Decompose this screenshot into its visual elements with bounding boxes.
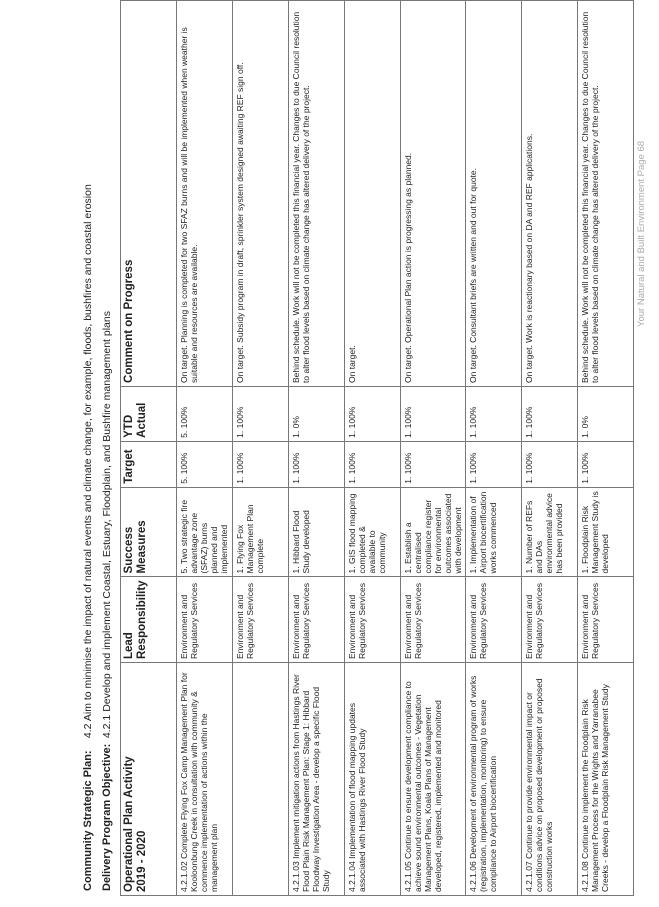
cell-activity: 4.2.1.06 Development of environmental program of works (registration, implementation, monitoring) to ensure compliance to Airport biocertification [466, 663, 522, 896]
cell-activity: 4.2.1.08 Continue to implement the Floodplain Risk Management Process for the Wrights and Yarranabee Creeks - develop a Floodplain Risk Management Study [578, 663, 634, 896]
table-row [522, 1, 578, 896]
cell-activity: 4.2.1.05 Continue to ensure development compliance to achieve sound environmental outcomes - Vegetation Management Plans, Koala Plans of Management developed, registered, implemented and monitored [401, 663, 466, 896]
table-row [401, 1, 466, 896]
cell-ytd: 5. 100% [177, 386, 233, 441]
objective-line [101, 311, 113, 891]
col-header-comment: Comment on Progress [121, 1, 177, 387]
table-row [345, 1, 401, 896]
objective-value: 4.2.1 Develop and implement Coastal, Estuary, Floodplain, and Bushfire management plans [101, 311, 113, 739]
table-row [233, 1, 289, 896]
cell-target: 1. 100% [289, 441, 345, 487]
col-header-target: Target [121, 441, 177, 487]
cell-lead: Environment and Regulatory Services [177, 577, 233, 663]
cell-measure: 1. Floodplain Risk Management Study is developed [578, 487, 634, 577]
cell-measure: 1. Establish a centralised compliance register for environmental outcomes associated with development [401, 487, 466, 577]
cell-target: 1. 100% [466, 441, 522, 487]
col-header-measures: Success Measures [121, 487, 177, 577]
page-footer: Your Natural and Built Environment Page 68 [636, 140, 647, 327]
cell-activity [233, 663, 289, 896]
cell-measure: 1. Flying Fox Management Plan complete [233, 487, 289, 577]
objective-label: Delivery Program Objective: [101, 743, 113, 891]
cell-comment: On target. Subsidy program in draft, sprinkler system designed awaiting REF sign off. [233, 1, 289, 387]
cell-lead: Environment and Regulatory Services [345, 577, 401, 663]
cell-activity: 4.2.1.03 Implement mitigation actions from Hastings River Flood Plain Risk Management Plan: Stage 1: Hibbard Floodway Investigation Area - develop a specific Flood Study [289, 663, 345, 896]
cell-lead: Environment and Regulatory Services [578, 577, 634, 663]
cell-activity: 4.2.1.07 Continue to provide environmental impact or conditions advice on proposed development or proposed construction works [522, 663, 578, 896]
cell-target: 1. 100% [401, 441, 466, 487]
cell-target: 1. 100% [233, 441, 289, 487]
cell-activity: 4.2.1.04 Implementation of flood mapping updates associated with Hastings River Flood Study [345, 663, 401, 896]
operational-plan-table [120, 0, 634, 896]
cell-target: 1. 100% [345, 441, 401, 487]
cell-target: 1. 100% [522, 441, 578, 487]
cell-comment: On target. Consultant briefs are written and out for quote. [466, 1, 522, 387]
cell-ytd: 1. 100% [466, 386, 522, 441]
col-header-ytd: YTD Actual [121, 386, 177, 441]
cell-comment: Behind schedule. Work will not be completed this financial year. Changes to due Council resolution to alter flood levels based on climate change has altered delivery of the project. [578, 1, 634, 387]
cell-lead: Environment and Regulatory Services [233, 577, 289, 663]
strategic-plan-line [82, 184, 94, 891]
cell-ytd: 1. 100% [233, 386, 289, 441]
cell-measure: 1. Implementation of Airport biocertification works commenced [466, 487, 522, 577]
cell-measure: 5. Two strategic fire advantage zone (SFAZ) burns planned and implemented [177, 487, 233, 577]
cell-comment: On target. Planning is completed for two SFAZ burns and will be implemented when weather is suitable and resources are available. [177, 1, 233, 387]
strategic-plan-value: 4.2 Aim to minimise the impact of natural events and climate change, for example, floods, bushfires and coastal erosion [82, 184, 94, 739]
cell-comment: On target. Work is reactionary based on DA and REF applications. [522, 1, 578, 387]
table-header-row [121, 1, 177, 896]
table-row [289, 1, 345, 896]
table-row [177, 1, 233, 896]
cell-lead: Environment and Regulatory Services [401, 577, 466, 663]
cell-target: 5. 100% [177, 441, 233, 487]
cell-ytd: 1. 0% [578, 386, 634, 441]
cell-lead: Environment and Regulatory Services [466, 577, 522, 663]
cell-target: 1. 100% [578, 441, 634, 487]
cell-ytd: 1. 100% [401, 386, 466, 441]
strategic-plan-label: Community Strategic Plan: [82, 750, 94, 891]
table-row [578, 1, 634, 896]
cell-ytd: 1. 100% [345, 386, 401, 441]
cell-measure: 1. Hibbard Flood Study developed [289, 487, 345, 577]
cell-measure: 1. Number of REFs and DAs environmental advice has been provided [522, 487, 578, 577]
col-header-activity: Operational Plan Activity 2019 - 2020 [121, 663, 177, 896]
cell-lead: Environment and Regulatory Services [522, 577, 578, 663]
cell-ytd: 1. 100% [522, 386, 578, 441]
cell-lead: Environment and Regulatory Services [289, 577, 345, 663]
cell-comment: Behind schedule. Work will not be completed this financial year. Changes to due Council resolution to alter flood levels based on climate change has altered delivery of the project. [289, 1, 345, 387]
cell-comment: On target. Operational Plan action is progressing as planned. [401, 1, 466, 387]
cell-ytd: 1. 0% [289, 386, 345, 441]
col-header-lead: Lead Responsibility [121, 577, 177, 663]
table-row [466, 1, 522, 896]
cell-activity: 4.2.1.02 Complete Flying Fox Camp Management Plan for Kooloonbung Creek in consultation with community & commence implementation of actions within the management plan [177, 663, 233, 896]
cell-comment: On target. [345, 1, 401, 387]
cell-measure: 1. GIS flood mapping completed & available to community [345, 487, 401, 577]
